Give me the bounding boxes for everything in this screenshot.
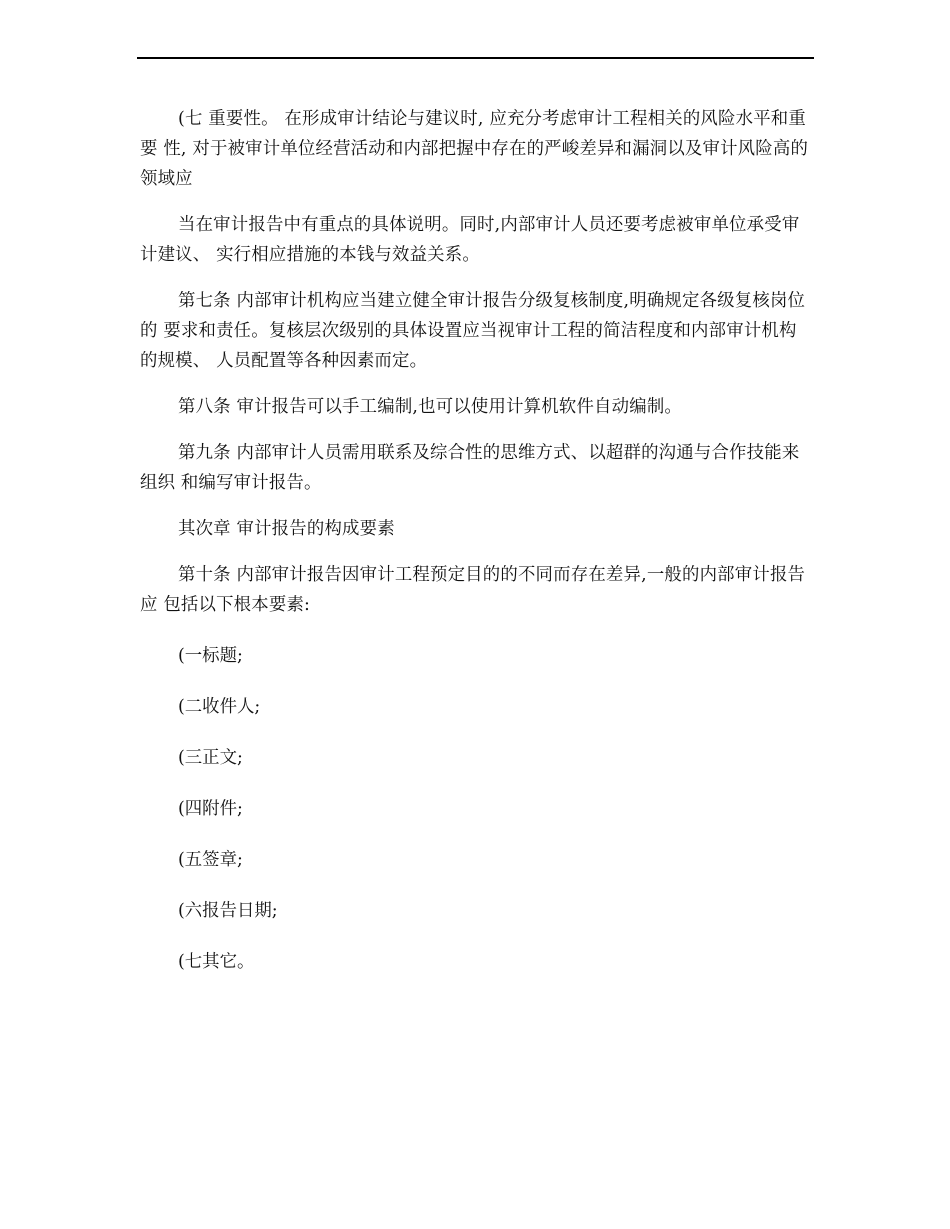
paragraph-article-9: 第九条 内部审计人员需用联系及综合性的思维方式、以超群的沟通与合作技能来组织 和编写审计报告。 (140, 443, 800, 493)
list-item: (一标题; (178, 646, 243, 666)
paragraph-article-8: 第八条 审计报告可以手工编制,也可以使用计算机软件自动编制。 (178, 397, 682, 417)
list-item: (四附件; (178, 799, 243, 819)
list-item: (三正文; (178, 748, 243, 768)
paragraph-importance: (七 重要性。 在形成审计结论与建议时, 应充分考虑审计工程相关的风险水平和重要 性, 对于被审计单位经营活动和内部把握中存在的严峻差异和漏洞以及审计风险高的领域应 (140, 109, 809, 189)
paragraph-article-7: 第七条 内部审计机构应当建立健全审计报告分级复核制度,明确规定各级复核岗位的 要求和责任。复核层次级别的具体设置应当视审计工程的简洁程度和内部审计机构的规模、 人员配置等各种因素而定。 (140, 291, 806, 371)
list-item: (二收件人; (178, 697, 261, 717)
document-body (140, 104, 812, 977)
paragraph-article-10: 第十条 内部审计报告因审计工程预定目的的不同而存在差异,一般的内部审计报告应 包括以下根本要素: (140, 565, 806, 615)
header-rule (137, 57, 814, 59)
elements-list (140, 641, 812, 977)
list-item: (六报告日期; (178, 901, 278, 921)
list-item: (五签章; (178, 850, 243, 870)
list-item: (七其它。 (178, 952, 255, 972)
paragraph-continuation: 当在审计报告中有重点的具体说明。同时,内部审计人员还要考虑被审单位承受审计建议、 实行相应措施的本钱与效益关系。 (140, 215, 800, 265)
chapter-heading: 其次章 审计报告的构成要素 (178, 519, 395, 539)
